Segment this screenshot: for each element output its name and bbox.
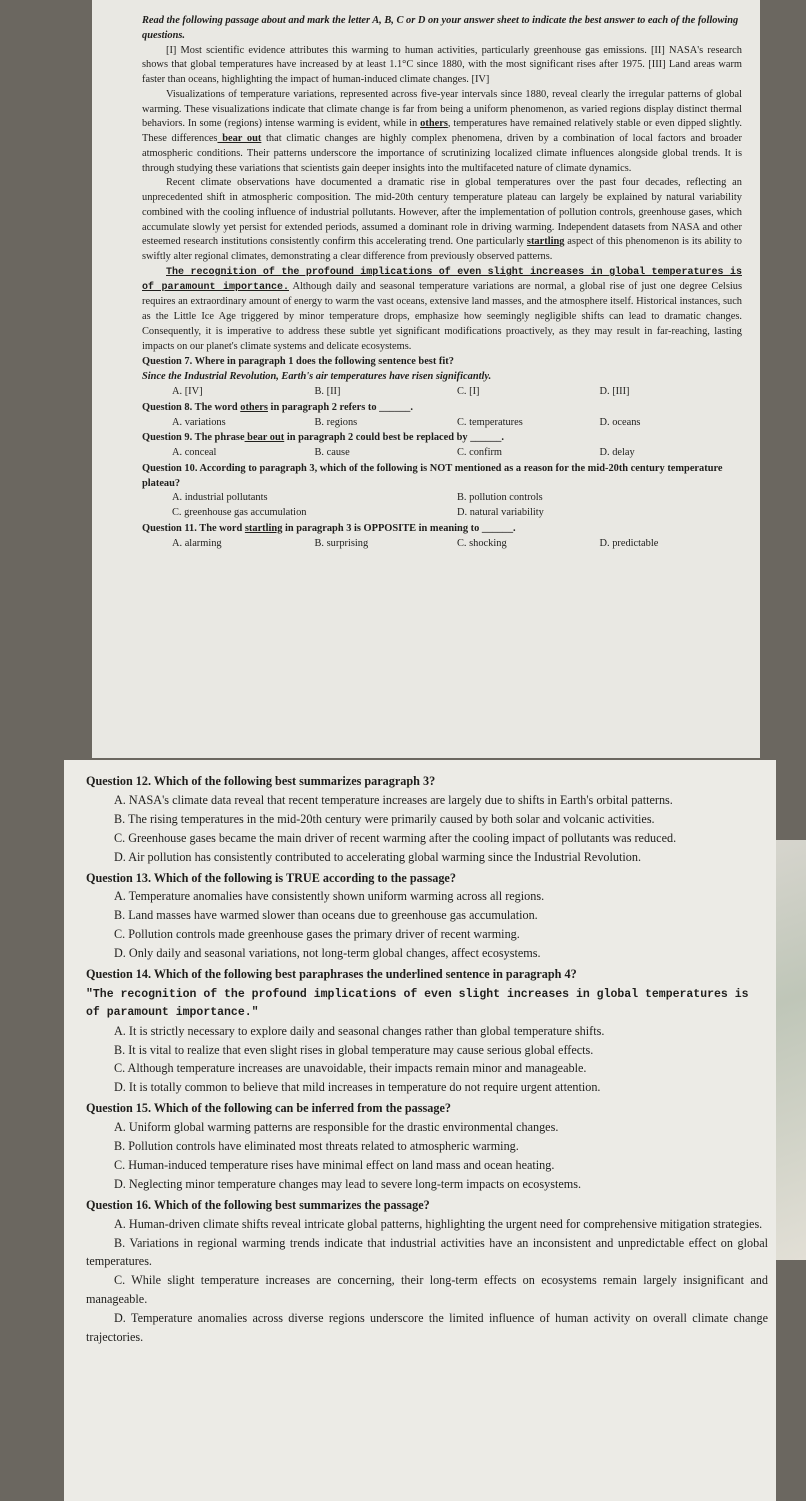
underlined-sentence-p4: The recognition of the profound implications of even slight increases in global temperatures is of paramount importance.: [142, 267, 742, 294]
q8-option-a[interactable]: A. variations: [172, 416, 226, 428]
question-8-options: [142, 416, 742, 431]
question-7-stem: Question 7. Where in paragraph 1 does the following sentence best fit?: [142, 356, 454, 368]
q7-option-a[interactable]: A. [IV]: [172, 385, 203, 397]
question-14-stem: Question 14. Which of the following best paraphrases the underlined sentence in paragraph 4?: [86, 967, 577, 982]
q16-option-a[interactable]: A. Human-driven climate shifts reveal intricate global patterns, highlighting the urgent need for comprehensive mitigation strategies.: [114, 1216, 763, 1231]
instructions: Read the following passage about and mark the letter A, B, C or D on your answer sheet to indicate the best answer to each of the following questions.: [142, 15, 739, 41]
question-13-stem: Question 13. Which of the following is TRUE according to the passage?: [86, 870, 456, 885]
q13-option-d[interactable]: D. Only daily and seasonal variations, not long-term global changes, affect ecosystems.: [114, 946, 541, 961]
question-9-options: [142, 446, 742, 461]
q8-option-c[interactable]: C. temperatures: [457, 416, 523, 428]
q13-option-c[interactable]: C. Pollution controls made greenhouse gases the primary driver of recent warming.: [114, 927, 520, 942]
paragraph-3: [142, 176, 742, 265]
underlined-word-startling: startling: [526, 236, 565, 248]
q11-option-d[interactable]: D. predictable: [599, 537, 659, 549]
q16-option-c[interactable]: C. While slight temperature increases are concerning, their long-term effects on ecosystems remain largely insignificant and manageable.: [86, 1273, 768, 1307]
worksheet-page-1: [92, 0, 760, 758]
question-11-stem: [142, 522, 742, 537]
q16-option-d[interactable]: D. Temperature anomalies across diverse regions underscore the limited influence of human activity on overall climate change trajectories.: [86, 1311, 768, 1345]
question-15-stem: Question 15. Which of the following can be inferred from the passage?: [86, 1101, 451, 1116]
q12-option-a[interactable]: A. NASA's climate data reveal that recent temperature increases are largely due to shifts in Earth's orbital patterns.: [114, 792, 673, 807]
q10-option-a[interactable]: A. industrial pollutants: [172, 492, 268, 504]
question-11-options: [142, 537, 742, 552]
q15-option-c[interactable]: C. Human-induced temperature rises have minimal effect on land mass and ocean heating.: [114, 1157, 555, 1172]
q14-option-c[interactable]: C. Although temperature increases are unavoidable, their impacts remain minor and manageable.: [114, 1061, 587, 1076]
q14-option-a[interactable]: A. It is strictly necessary to explore daily and seasonal changes rather than global temperature shifts.: [114, 1023, 605, 1038]
q7-option-d[interactable]: D. [III]: [599, 385, 630, 397]
q7-option-c[interactable]: C. [I]: [457, 385, 480, 397]
q9-stem-word: bear out: [244, 432, 285, 444]
question-7-quote: Since the Industrial Revolution, Earth's air temperatures have risen significantly.: [142, 371, 492, 383]
q14-option-d[interactable]: D. It is totally common to believe that mild increases in temperature do not require urgent attention.: [114, 1080, 601, 1095]
question-10-options: [142, 491, 742, 521]
question-7-options: [142, 385, 742, 400]
q15-option-b[interactable]: B. Pollution controls have eliminated most threats related to atmospheric warming.: [114, 1139, 519, 1154]
q8-stem-b: in paragraph 2 refers to ______.: [267, 401, 413, 413]
q10-option-c[interactable]: C. greenhouse gas accumulation: [172, 507, 307, 519]
q13-option-a[interactable]: A. Temperature anomalies have consistently shown uniform warming across all regions.: [114, 889, 545, 904]
worksheet-page-2: [64, 760, 776, 1501]
q10-option-d[interactable]: D. natural variability: [457, 507, 544, 519]
question-14-quote: "The recognition of the profound implications of even slight increases in global temperatures is of paramount importance.": [86, 987, 749, 1019]
q8-stem-a: Question 8. The word: [142, 401, 241, 413]
q9-stem-b: in paragraph 2 could best be replaced by ______.: [284, 432, 504, 444]
underlined-word-others: others: [420, 118, 448, 130]
paragraph-1: [I] Most scientific evidence attributes this warming to human activities, particularly greenhouse gas emissions. [II] NASA's research shows that global temperatures have increased by at least 1.1°C since 1880, with the most significant rises after 1975. [III] Land areas warm faster than oceans, highlighting the impact of human-induced climate changes. [IV]: [142, 44, 742, 86]
q12-option-d[interactable]: D. Air pollution has consistently contributed to accelerating global warming since the Industrial Revolution.: [114, 849, 641, 864]
q11-stem-a: Question 11. The word: [142, 522, 245, 534]
underlined-phrase-bear-out: bear out: [217, 133, 262, 145]
q11-stem-word: startling: [244, 522, 283, 534]
q9-option-a[interactable]: A. conceal: [172, 447, 217, 459]
paragraph-2: [142, 88, 742, 177]
q14-option-b[interactable]: B. It is vital to realize that even slight rises in global temperature may cause serious global effects.: [114, 1042, 594, 1057]
question-9-stem: [142, 431, 742, 446]
question-12-stem: Question 12. Which of the following best summarizes paragraph 3?: [86, 774, 436, 788]
q11-stem-b: in paragraph 3 is OPPOSITE in meaning to ______.: [282, 522, 516, 534]
paragraph-3-text-a: Recent climate observations have documented a dramatic rise in global temperatures over the past four decades, reflecting an unprecedented shift in atmospheric composition. The mid-20th century temperature plateau can largely be explained by natural variability combined with the cooling influence of industrial pollutants. However, after the implementation of pollution controls, greenhouse gases, which accumulate slowly yet persist for extended periods, assumed a dominant role in driving warming. Independent datasets from NASA and other esteemed research institutions consistently confirm this accelerating trend. One particularly: [142, 177, 742, 248]
q10-option-b[interactable]: B. pollution controls: [457, 492, 543, 504]
paragraph-2-text-b: , temperatures have remained relatively stable or even dipped slightly. These differences: [142, 118, 742, 145]
q9-option-c[interactable]: C. confirm: [457, 447, 503, 459]
q8-option-d[interactable]: D. oceans: [599, 416, 641, 428]
q8-stem-word: others: [240, 401, 268, 413]
q12-option-c[interactable]: C. Greenhouse gases became the main driver of recent warming after the cooling impact of pollutants was reduced.: [114, 830, 677, 845]
q9-stem-a: Question 9. The phrase: [142, 432, 245, 444]
q11-option-b[interactable]: B. surprising: [314, 537, 369, 549]
q16-option-b[interactable]: B. Variations in regional warming trends indicate that industrial activities have an inconsistent and unpredictable effect on global temperatures.: [86, 1235, 768, 1269]
q15-option-a[interactable]: A. Uniform global warming patterns are responsible for the drastic environmental changes.: [114, 1120, 559, 1135]
paragraph-4: [142, 265, 742, 354]
q15-option-d[interactable]: D. Neglecting minor temperature changes may lead to severe long-term impacts on ecosystems.: [114, 1176, 582, 1191]
q9-option-d[interactable]: D. delay: [599, 447, 635, 459]
q8-option-b[interactable]: B. regions: [314, 416, 358, 428]
paragraph-2-text-a: Visualizations of temperature variations, represented across five-year intervals since 1880, reveal clearly the irregular patterns of global warming. These visualizations indicate that climate change is far from being a uniform phenomenon, as varied regions display distinct thermal behaviors. In some (regions) intense warming is evident, while in: [142, 88, 742, 130]
question-16-stem: Question 16. Which of the following best summarizes the passage?: [86, 1197, 430, 1212]
question-8-stem: [142, 401, 742, 416]
paragraph-2-text-c: that climatic changes are highly complex phenomena, driven by a combination of local factors and broader atmospheric conditions. Their patterns underscore the importance of scrutinizing localized climate influences alongside global trends. It is through studying these variations that scientists gain deeper insights into the multifaceted nature of climate dynamics.: [142, 133, 742, 174]
paragraph-4-text: Although daily and seasonal temperature variations are normal, a global rise of just one degree Celsius requires an extraordinary amount of energy to warm the vast oceans, extensive land masses, and the atmosphere itself. Historical instances, such as the Little Ice Age triggered by minor temperature drops, emphasize how seemingly negligible shifts can lead to dramatic changes. Consequently, it is imperative to address these subtle yet significant modifications proactively, as they may result in far-reaching, lasting impacts on our planet's climate systems and delicate ecosystems.: [142, 281, 742, 352]
q7-option-b[interactable]: B. [II]: [314, 385, 341, 397]
q9-option-b[interactable]: B. cause: [314, 447, 350, 459]
q12-option-b[interactable]: B. The rising temperatures in the mid-20th century were primarily caused by both solar and volcanic activities.: [114, 811, 655, 826]
q11-option-c[interactable]: C. shocking: [457, 537, 507, 549]
paragraph-3-text-b: aspect of this phenomenon is its ability to swiftly alter regional climates, demonstrating a clear difference from previously observed patterns.: [142, 236, 743, 263]
question-10-stem: Question 10. According to paragraph 3, which of the following is NOT mentioned as a reason for the mid-20th century temperature plateau?: [142, 462, 723, 489]
q11-option-a[interactable]: A. alarming: [172, 537, 222, 549]
q13-option-b[interactable]: B. Land masses have warmed slower than oceans due to greenhouse gas accumulation.: [114, 908, 538, 923]
